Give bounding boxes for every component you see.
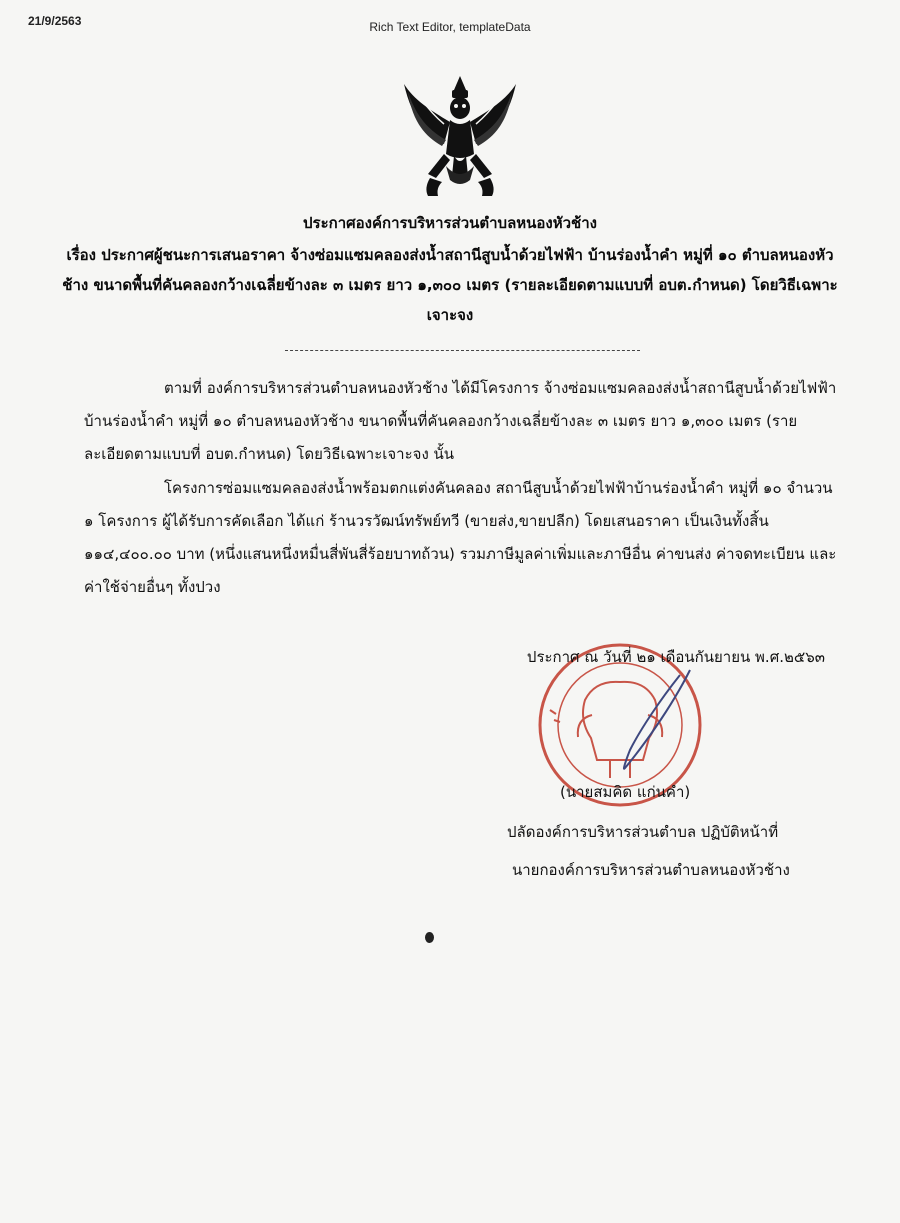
title-divider xyxy=(285,350,640,351)
print-header-title: Rich Text Editor, templateData xyxy=(369,20,531,34)
print-date: 21/9/2563 xyxy=(28,14,82,28)
paragraph-text: ตามที่ องค์การบริหารส่วนตำบลหนองหัวช้าง ได้มีโครงการ จ้างซ่อมแซมคลองส่งน้ำสถานีสูบน้ำด้วยไฟฟ้า บ้านร่องน้ำคำ หมู่ที่ ๑๐ ตำบลหนองหัวช้าง ขนาดพื้นที่คันคลองกว้างเฉลี่ยข้างละ ๓ เมตร ยาว ๑,๓๐๐ เมตร (รายละเอียดตามแบบที่ อบต.กำหนด) โดยวิธีเฉพาะเจาะจง นั้น xyxy=(84,379,837,463)
signer-name: (นายสมคิด แก่นคำ) xyxy=(560,783,691,801)
signer-organization: นายกองค์การบริหารส่วนตำบลหนองหัวช้าง xyxy=(512,861,790,879)
body-paragraph-1 xyxy=(84,372,844,471)
signer-position: ปลัดองค์การบริหารส่วนตำบล ปฏิบัติหน้าที่ xyxy=(507,823,779,841)
garuda-emblem-icon xyxy=(400,70,520,200)
paragraph-text: โครงการซ่อมแซมคลองส่งน้ำพร้อมตกแต่งคันคลอง สถานีสูบน้ำด้วยไฟฟ้าบ้านร่องน้ำคำ หมู่ที่ ๑๐ จำนวน ๑ โครงการ ผู้ได้รับการคัดเลือก ได้แก่ ร้านวรวัฒน์ทรัพย์ทวี (ขายส่ง,ขายปลีก) โดยเสนอราคา เป็นเงินทั้งสิ้น ๑๑๔,๔๐๐.๐๐ บาท (หนึ่งแสนหนึ่งหมื่นสี่พันสี่ร้อยบาทถ้วน) รวมภาษีมูลค่าเพิ่มและภาษีอื่น ค่าขนส่ง ค่าจดทะเบียน และค่าใช้จ่ายอื่นๆ ทั้งปวง xyxy=(84,479,837,596)
announce-date: ประกาศ ณ วันที่ ๒๑ เดือนกันยายน พ.ศ.๒๕๖๓ xyxy=(526,648,825,666)
ink-mark xyxy=(425,932,434,943)
document-title: ประกาศองค์การบริหารส่วนตำบลหนองหัวช้าง xyxy=(303,214,597,232)
document-subject: เรื่อง ประกาศผู้ชนะการเสนอราคา จ้างซ่อมแซมคลองส่งน้ำสถานีสูบน้ำด้วยไฟฟ้า บ้านร่องน้ำคำ หมู่ที่ ๑๐ ตำบลหนองหัวช้าง ขนาดพื้นที่คันคลองกว้างเฉลี่ยข้างละ ๓ เมตร ยาว ๑,๓๐๐ เมตร (รายละเอียดตามแบบที่ อบต.กำหนด) โดยวิธีเฉพาะเจาะจง xyxy=(62,246,838,324)
body-paragraph-2 xyxy=(84,472,844,604)
